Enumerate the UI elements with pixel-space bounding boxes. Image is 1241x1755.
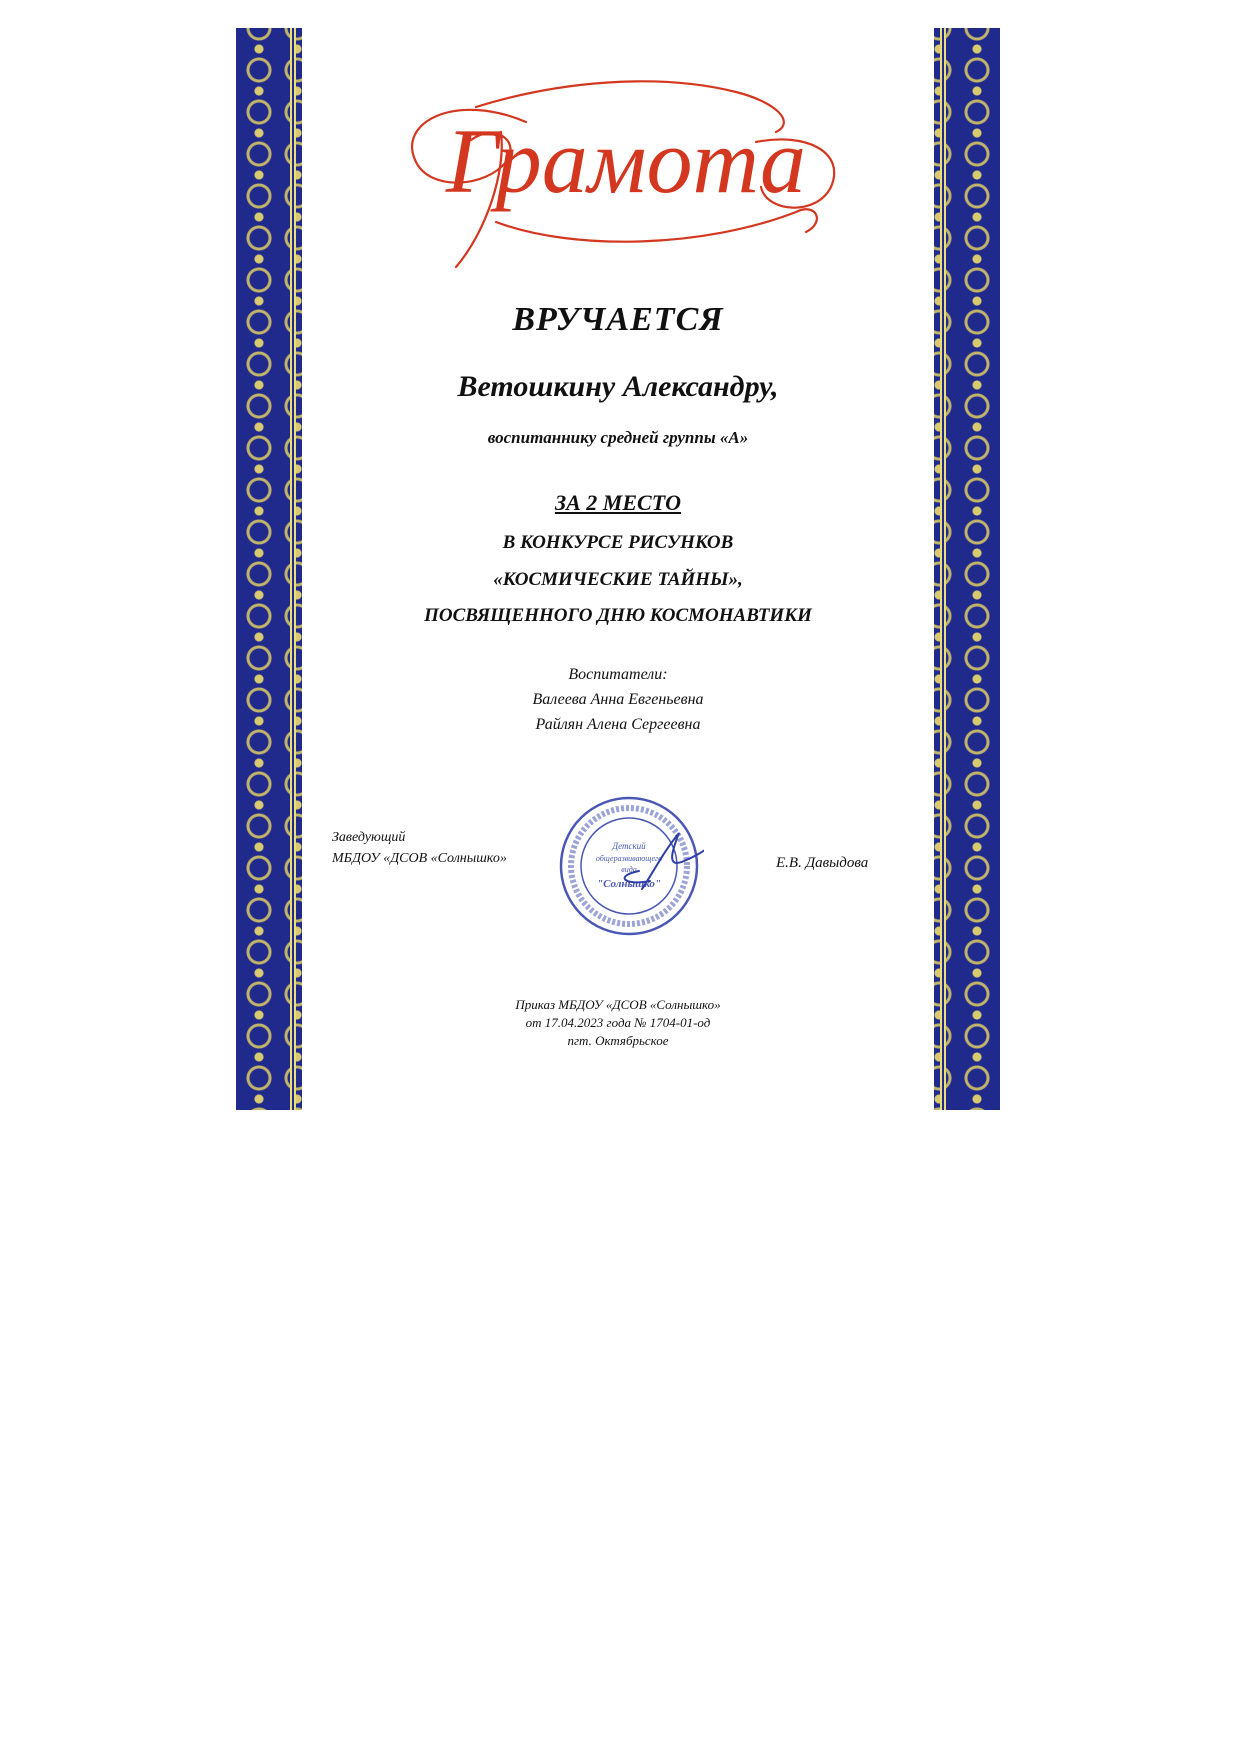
head-position-line: Заведующий bbox=[332, 830, 406, 845]
left-ornamental-border bbox=[236, 28, 302, 1110]
contest-line: В КОНКУРСЕ РИСУНКОВ bbox=[502, 532, 734, 553]
order-line: от 17.04.2023 года № 1704-01-од bbox=[525, 1015, 711, 1030]
seal-name: "Солнышко" bbox=[596, 878, 662, 890]
teachers-label: Воспитатели: bbox=[568, 666, 668, 683]
official-seal bbox=[554, 791, 704, 941]
order-reference bbox=[306, 996, 930, 1050]
recipient-role: воспитаннику средней группы «А» bbox=[487, 428, 749, 447]
teachers-block bbox=[306, 662, 930, 737]
teacher-name: Райлян Алена Сергеевна bbox=[535, 716, 701, 733]
teacher-name: Валеева Анна Евгеньевна bbox=[532, 691, 704, 708]
head-name: Е.В. Давыдова bbox=[776, 855, 869, 871]
seal-text: Детский bbox=[612, 841, 646, 851]
right-ornamental-border bbox=[934, 28, 1000, 1110]
title-calligraphy bbox=[376, 52, 856, 282]
contest-line: ПОСВЯЩЕННОГО ДНЮ КОСМОНАВТИКИ bbox=[424, 605, 812, 626]
seal-text: общеразвивающего bbox=[595, 854, 663, 863]
head-position-line: МБДОУ «ДСОВ «Солнышко» bbox=[332, 851, 507, 866]
recipient-name: Ветошкину Александру, bbox=[457, 370, 779, 403]
title-flourish-bottom bbox=[496, 209, 817, 241]
certificate bbox=[236, 28, 1000, 1110]
head-position bbox=[332, 827, 507, 869]
order-line: пгт. Октябрьское bbox=[567, 1033, 669, 1048]
contest-line: «КОСМИЧЕСКИЕ ТАЙНЫ», bbox=[493, 569, 743, 590]
awarded-heading: ВРУЧАЕТСЯ bbox=[512, 301, 724, 338]
order-line: Приказ МБДОУ «ДСОВ «Солнышко» bbox=[515, 997, 721, 1012]
title-text: Грамота bbox=[445, 110, 807, 212]
award-place: ЗА 2 МЕСТО bbox=[554, 490, 682, 515]
seal-text: вида bbox=[621, 865, 637, 874]
